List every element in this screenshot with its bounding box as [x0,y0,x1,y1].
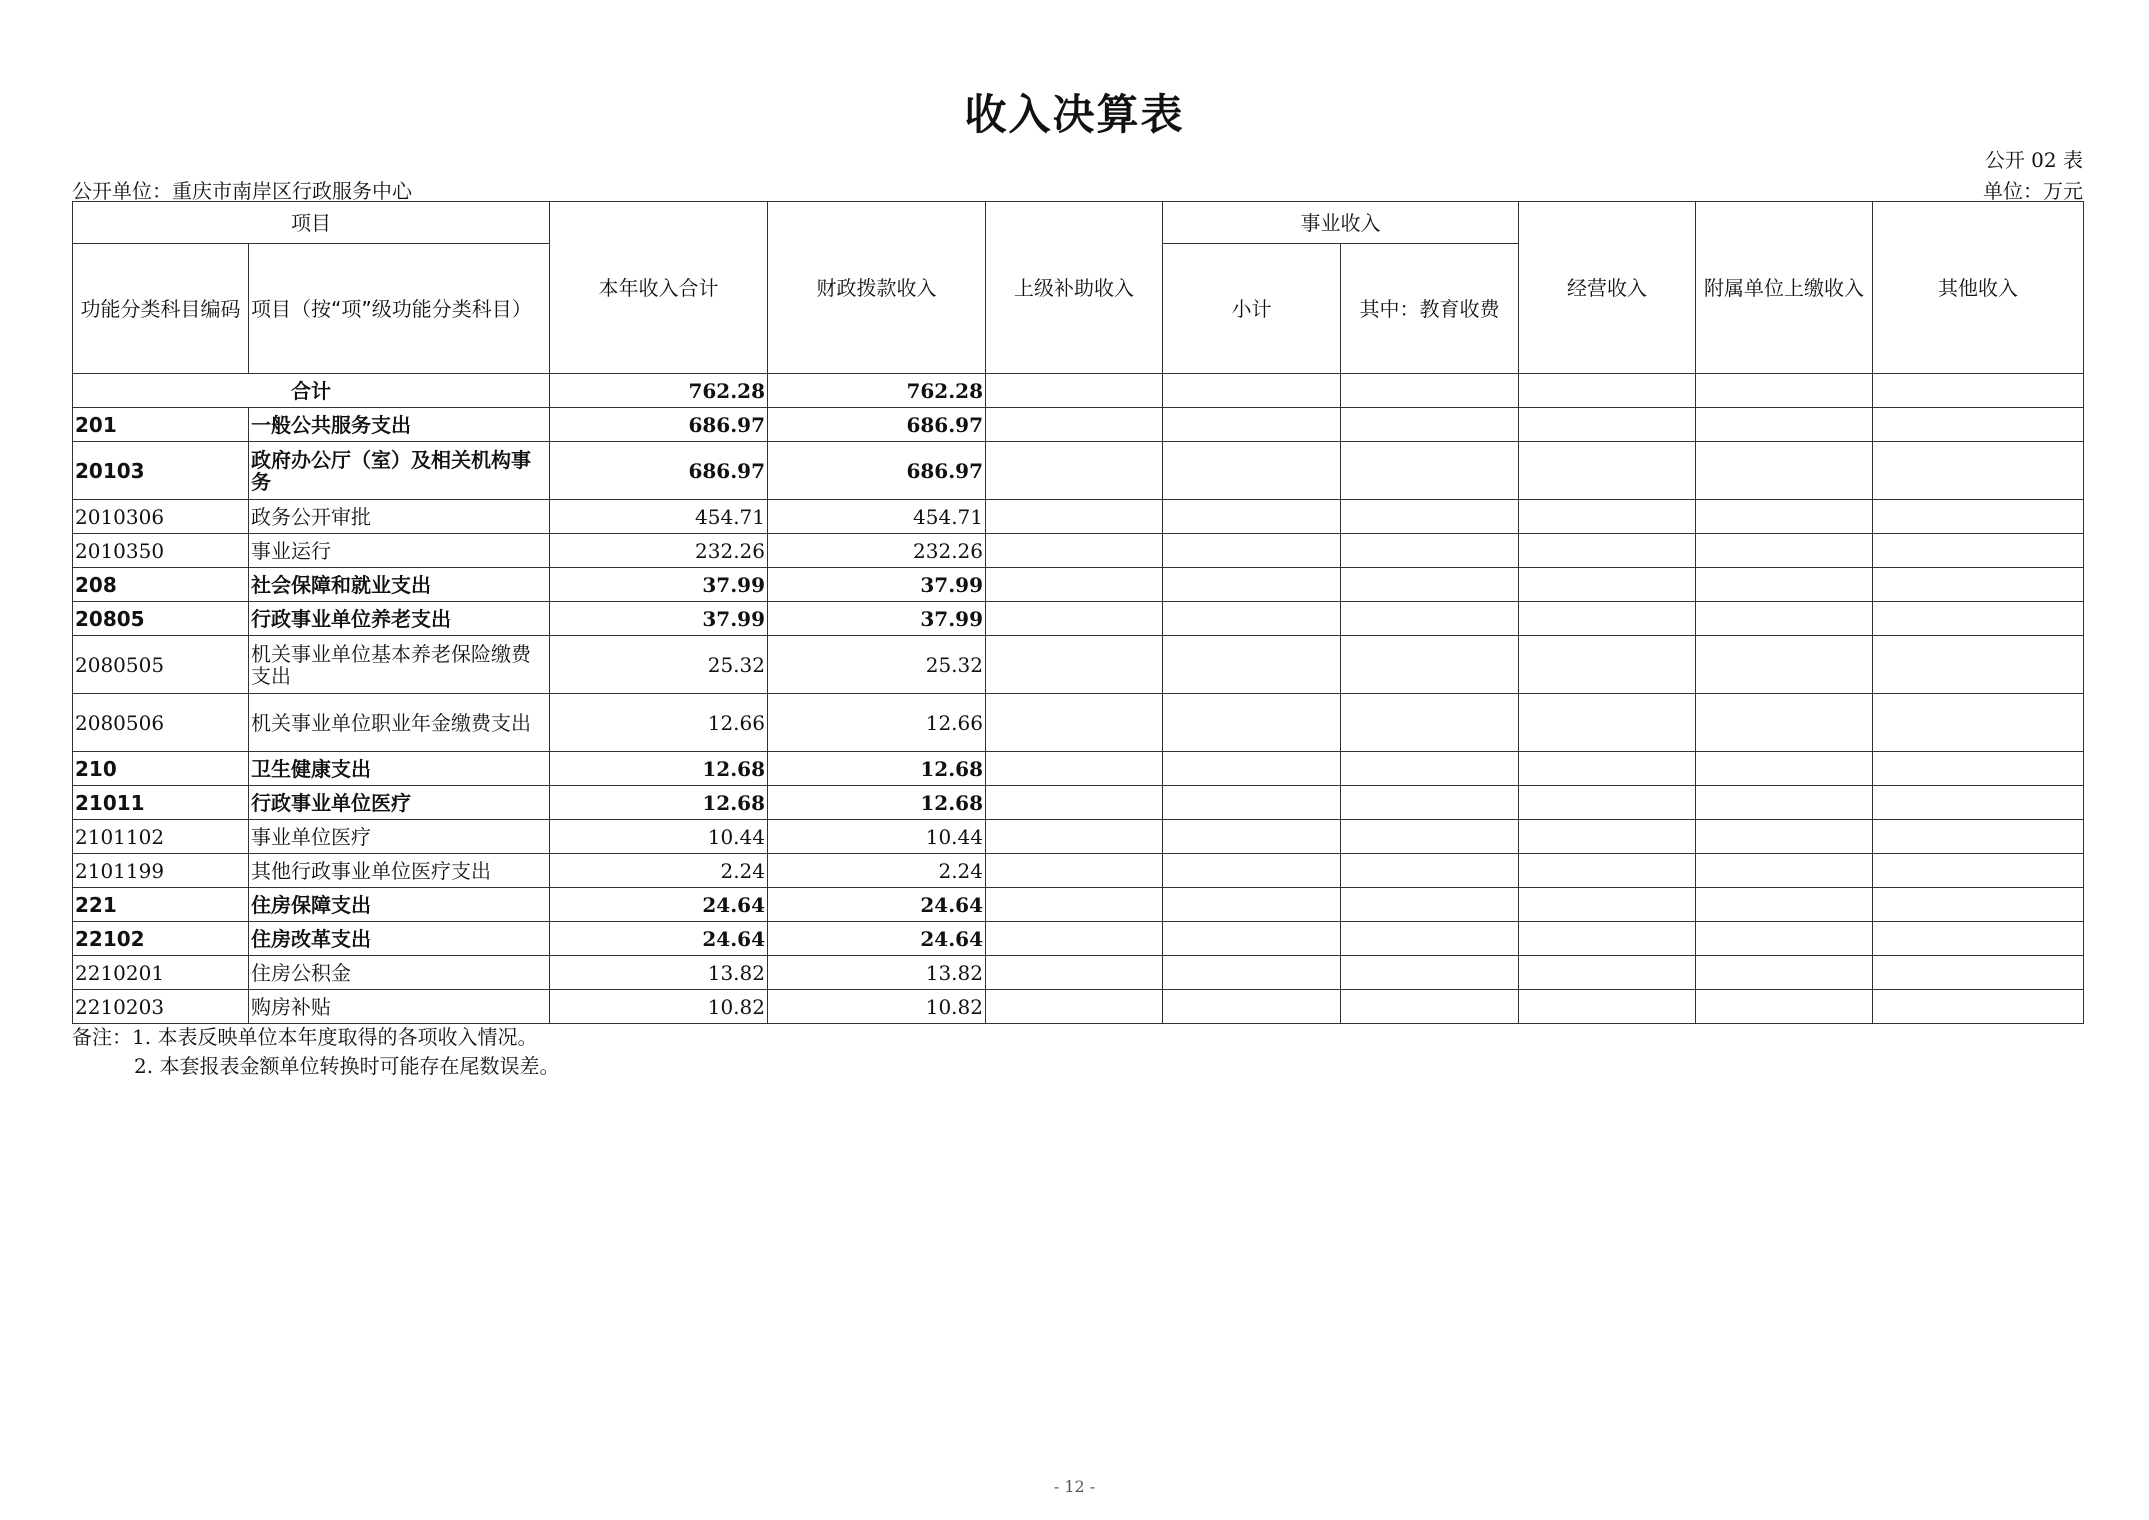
row-code: 20103 [73,442,249,500]
total-row [73,374,2084,408]
empty-cell [1163,568,1341,602]
empty-cell [1873,752,2084,786]
empty-cell [1341,408,1519,442]
empty-cell [1163,956,1341,990]
page-title: 收入决算表 [964,90,1185,139]
table-row [73,990,2084,1024]
empty-cell [1341,442,1519,500]
row-code: 2210203 [73,990,249,1024]
currency-unit: 单位：万元 [1983,179,2083,203]
total-fiscal: 762.28 [768,374,986,408]
empty-cell [1163,922,1341,956]
row-code: 201 [73,408,249,442]
empty-cell [1696,990,1873,1024]
empty-cell [1873,786,2084,820]
empty-cell [1341,820,1519,854]
row-code: 2010350 [73,534,249,568]
empty-cell [1519,442,1696,500]
header-superior: 上级补助收入 [986,202,1163,374]
empty-cell [986,990,1163,1024]
empty-cell [1163,854,1341,888]
empty-cell [1341,956,1519,990]
empty-cell [1341,694,1519,752]
table-row [73,786,2084,820]
empty-cell [986,694,1163,752]
empty-cell [1519,922,1696,956]
row-fiscal: 12.66 [768,694,986,752]
empty-cell [1341,990,1519,1024]
row-code: 210 [73,752,249,786]
empty-cell [986,888,1163,922]
row-code: 2210201 [73,956,249,990]
note-2: 2. 本套报表金额单位转换时可能存在尾数误差。 [134,1054,560,1078]
row-code: 208 [73,568,249,602]
empty-cell [1163,602,1341,636]
empty-cell [986,636,1163,694]
row-total: 686.97 [550,442,768,500]
empty-cell [1163,820,1341,854]
empty-cell [1341,752,1519,786]
empty-cell [1696,786,1873,820]
row-fiscal: 37.99 [768,602,986,636]
empty-cell [1873,854,2084,888]
total-label: 合计 [73,374,550,408]
table-row [73,442,2084,500]
row-fiscal: 24.64 [768,922,986,956]
header-fiscal: 财政拨款收入 [768,202,986,374]
empty-cell [986,602,1163,636]
empty-cell [986,786,1163,820]
empty-cell [1519,500,1696,534]
row-fiscal: 13.82 [768,956,986,990]
row-total: 232.26 [550,534,768,568]
empty-cell [1696,752,1873,786]
row-name: 住房保障支出 [249,888,550,922]
row-total: 13.82 [550,956,768,990]
empty-cell [1696,534,1873,568]
empty-cell [1696,636,1873,694]
empty-cell [1341,854,1519,888]
row-fiscal: 2.24 [768,854,986,888]
header-project: 项目 [73,202,550,244]
header-affiliated: 附属单位上缴收入 [1696,202,1873,374]
row-name: 行政事业单位养老支出 [249,602,550,636]
row-name: 住房公积金 [249,956,550,990]
empty-cell [1873,636,2084,694]
total-amount: 762.28 [550,374,768,408]
reporting-unit: 公开单位：重庆市南岸区行政服务中心 [72,179,412,203]
empty-cell [1519,694,1696,752]
empty-cell [1873,602,2084,636]
row-name: 机关事业单位职业年金缴费支出 [249,694,550,752]
empty-cell [1873,694,2084,752]
table-row [73,956,2084,990]
table-row [73,922,2084,956]
empty-cell [1696,568,1873,602]
row-name: 事业运行 [249,534,550,568]
row-total: 686.97 [550,408,768,442]
empty-cell [1519,568,1696,602]
row-name: 政务公开审批 [249,500,550,534]
row-total: 10.82 [550,990,768,1024]
row-name: 政府办公厅（室）及相关机构事务 [249,442,550,500]
empty-cell [1341,500,1519,534]
row-total: 37.99 [550,602,768,636]
empty-cell [1873,534,2084,568]
empty-cell [1341,922,1519,956]
row-fiscal: 232.26 [768,534,986,568]
header-name: 项目（按“项”级功能分类科目） [249,244,550,374]
empty-cell [1873,990,2084,1024]
header-other: 其他收入 [1873,202,2084,374]
header-career: 事业收入 [1163,202,1519,244]
empty-cell [1519,752,1696,786]
table-row [73,888,2084,922]
note-1: 备注：1. 本表反映单位本年度取得的各项收入情况。 [72,1025,538,1049]
empty-cell [1519,990,1696,1024]
table-number: 公开 02 表 [1984,148,2083,172]
empty-cell [1696,442,1873,500]
row-total: 12.66 [550,694,768,752]
empty-cell [986,500,1163,534]
empty-cell [986,442,1163,500]
empty-cell [1696,888,1873,922]
row-code: 22102 [73,922,249,956]
table-row [73,752,2084,786]
empty-cell [1873,442,2084,500]
row-total: 25.32 [550,636,768,694]
header-code: 功能分类科目编码 [73,244,249,374]
empty-cell [1341,636,1519,694]
row-name: 其他行政事业单位医疗支出 [249,854,550,888]
row-total: 12.68 [550,752,768,786]
empty-cell [986,820,1163,854]
header-edu: 其中：教育收费 [1341,244,1519,374]
table-row [73,500,2084,534]
empty-cell [1519,854,1696,888]
empty-cell [1696,854,1873,888]
row-fiscal: 37.99 [768,568,986,602]
empty-cell [1873,500,2084,534]
row-name: 事业单位医疗 [249,820,550,854]
empty-cell [1341,786,1519,820]
row-name: 购房补贴 [249,990,550,1024]
empty-cell [1696,694,1873,752]
row-total: 2.24 [550,854,768,888]
empty-cell [1163,534,1341,568]
row-fiscal: 24.64 [768,888,986,922]
table-row [73,694,2084,752]
row-code: 221 [73,888,249,922]
row-code: 20805 [73,602,249,636]
row-name: 住房改革支出 [249,922,550,956]
row-name: 行政事业单位医疗 [249,786,550,820]
row-fiscal: 686.97 [768,408,986,442]
empty-cell [1163,636,1341,694]
empty-cell [986,408,1163,442]
row-name: 机关事业单位基本养老保险缴费支出 [249,636,550,694]
income-table [72,201,2084,1024]
empty-cell [1163,694,1341,752]
empty-cell [1519,820,1696,854]
empty-cell [1873,568,2084,602]
table-row [73,854,2084,888]
empty-cell [1163,990,1341,1024]
empty-cell [1163,888,1341,922]
table-row [73,636,2084,694]
empty-cell [1341,602,1519,636]
empty-cell [1163,752,1341,786]
row-code: 2010306 [73,500,249,534]
page-number: - 12 - [1053,1477,1096,1496]
notes [72,1023,559,1081]
empty-cell [1519,956,1696,990]
empty-cell [1519,534,1696,568]
row-total: 24.64 [550,888,768,922]
empty-cell [1873,820,2084,854]
empty-cell [1696,500,1873,534]
row-code: 2080505 [73,636,249,694]
empty-cell [1163,786,1341,820]
row-code: 21011 [73,786,249,820]
empty-cell [1163,442,1341,500]
row-name: 社会保障和就业支出 [249,568,550,602]
empty-cell [1519,786,1696,820]
row-code: 2101102 [73,820,249,854]
row-code: 2101199 [73,854,249,888]
table-row [73,602,2084,636]
row-total: 454.71 [550,500,768,534]
row-fiscal: 12.68 [768,786,986,820]
empty-cell [986,534,1163,568]
empty-cell [986,854,1163,888]
row-name: 一般公共服务支出 [249,408,550,442]
table-row [73,408,2084,442]
empty-cell [1519,888,1696,922]
row-name: 卫生健康支出 [249,752,550,786]
empty-cell [1873,922,2084,956]
empty-cell [1341,534,1519,568]
header-total: 本年收入合计 [550,202,768,374]
row-fiscal: 12.68 [768,752,986,786]
empty-cell [1873,888,2084,922]
empty-cell [1163,500,1341,534]
row-fiscal: 25.32 [768,636,986,694]
table-row [73,820,2084,854]
empty-cell [1696,922,1873,956]
empty-cell [1696,602,1873,636]
empty-cell [1696,408,1873,442]
row-fiscal: 10.82 [768,990,986,1024]
empty-cell [1341,568,1519,602]
empty-cell [1519,636,1696,694]
empty-cell [986,922,1163,956]
row-code: 2080506 [73,694,249,752]
row-total: 12.68 [550,786,768,820]
empty-cell [1873,408,2084,442]
empty-cell [1519,408,1696,442]
table-row [73,534,2084,568]
row-total: 10.44 [550,820,768,854]
empty-cell [986,568,1163,602]
empty-cell [1696,820,1873,854]
header-subtotal: 小计 [1163,244,1341,374]
empty-cell [1873,956,2084,990]
empty-cell [1519,602,1696,636]
empty-cell [986,752,1163,786]
empty-cell [1696,956,1873,990]
empty-cell [1163,408,1341,442]
row-total: 24.64 [550,922,768,956]
row-fiscal: 10.44 [768,820,986,854]
empty-cell [986,956,1163,990]
row-fiscal: 686.97 [768,442,986,500]
row-fiscal: 454.71 [768,500,986,534]
table-row [73,568,2084,602]
empty-cell [1341,888,1519,922]
row-total: 37.99 [550,568,768,602]
header-business: 经营收入 [1519,202,1696,374]
